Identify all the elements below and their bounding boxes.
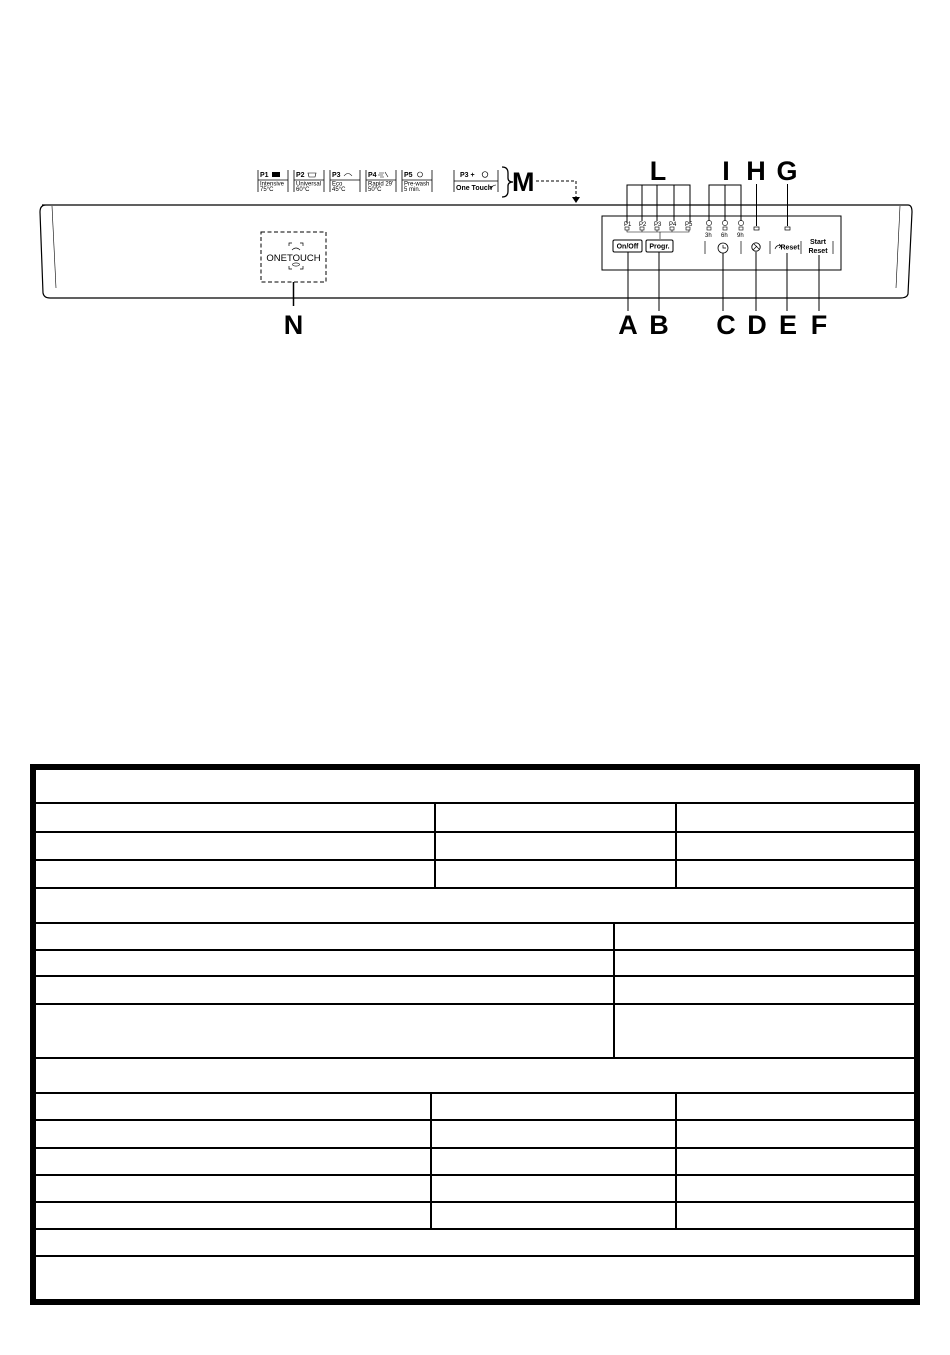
- progr-button[interactable]: [646, 240, 673, 252]
- led-p4-label: P4: [669, 222, 677, 228]
- legend-p3: [330, 170, 360, 193]
- svg-text:P3: P3: [332, 172, 341, 179]
- svg-text:Universal: Universal: [296, 181, 322, 188]
- svg-text:45°C: 45°C: [332, 187, 346, 193]
- table-row: [36, 1003, 914, 1057]
- table-row: [36, 1228, 914, 1255]
- svg-text:Reset: Reset: [780, 244, 800, 252]
- reset-button[interactable]: [775, 244, 800, 252]
- callout-h: H: [746, 156, 766, 186]
- svg-text:5 min.: 5 min.: [404, 187, 421, 193]
- onetouch-label: ONETOUCH: [266, 253, 321, 264]
- table-row: [36, 802, 914, 831]
- svg-text:P1: P1: [260, 172, 269, 179]
- table-row: [36, 949, 914, 975]
- svg-text:75°C: 75°C: [260, 187, 274, 193]
- callout-g: G: [776, 156, 798, 186]
- delay-leds: [705, 185, 744, 239]
- legend-p4: [366, 170, 396, 193]
- onetouch-area: [261, 232, 326, 306]
- program-legend: [258, 170, 498, 193]
- led-p5-label: P5: [685, 222, 693, 228]
- svg-text:Pre-wash: Pre-wash: [404, 181, 430, 188]
- table-row: [36, 1092, 914, 1119]
- svg-text:P2: P2: [296, 172, 305, 179]
- start-reset-button[interactable]: [808, 239, 828, 255]
- table-row: [36, 975, 914, 1003]
- callout-b: B: [649, 310, 669, 340]
- callout-n: N: [283, 310, 304, 340]
- callout-f: F: [810, 310, 828, 340]
- table-section-header: [36, 1057, 914, 1092]
- panel-body: [40, 205, 912, 298]
- table-row: [36, 1147, 914, 1174]
- svg-text:Progr.: Progr.: [649, 243, 670, 251]
- legend-p1: [258, 170, 288, 193]
- callout-l: L: [649, 156, 667, 186]
- table-row: [36, 1119, 914, 1147]
- control-panel-diagram: [0, 0, 950, 360]
- callout-i: I: [722, 156, 730, 186]
- table-row: [36, 1255, 914, 1299]
- svg-text:One Touch: One Touch: [456, 185, 493, 192]
- callout-d: D: [747, 310, 767, 340]
- svg-text:P3 +: P3 +: [460, 172, 475, 179]
- delay-button[interactable]: [718, 243, 728, 253]
- svg-text:60°C: 60°C: [296, 187, 310, 193]
- delay-3h: 3h: [705, 233, 712, 239]
- svg-text:Rapid 29': Rapid 29': [368, 181, 394, 188]
- legend-p5: [402, 170, 432, 193]
- led-p3-label: P3: [654, 222, 662, 228]
- led-p1-label: P1: [624, 222, 632, 228]
- onetouch-button[interactable]: [752, 243, 760, 251]
- led-p2-label: P2: [639, 222, 647, 228]
- table-row: [36, 859, 914, 887]
- svg-text:Eco: Eco: [332, 181, 343, 188]
- callout-c: C: [716, 310, 736, 340]
- svg-text:Reset: Reset: [808, 248, 828, 255]
- delay-6h: 6h: [721, 233, 728, 239]
- svg-text:Start: Start: [810, 239, 826, 246]
- table-row: [36, 1201, 914, 1228]
- table-section-header: [36, 887, 914, 922]
- callout-e: E: [778, 310, 798, 340]
- onetouch-led: [754, 227, 759, 230]
- svg-text:Intensive: Intensive: [260, 181, 285, 188]
- table-row: [36, 831, 914, 859]
- svg-text:P5: P5: [404, 172, 413, 179]
- callout-a: A: [618, 310, 638, 340]
- program-leds: [624, 185, 693, 239]
- legend-onetouch: [454, 170, 498, 192]
- callout-m: M: [512, 167, 535, 197]
- on-off-button[interactable]: [613, 240, 642, 252]
- svg-text:On/Off: On/Off: [616, 243, 639, 251]
- status-led: [785, 227, 790, 230]
- svg-text:50°C: 50°C: [368, 187, 382, 193]
- table-row: [36, 922, 914, 949]
- delay-9h: 9h: [737, 233, 744, 239]
- spec-table: [30, 764, 920, 1305]
- legend-p2: [294, 170, 324, 193]
- svg-text:P4: P4: [368, 172, 377, 179]
- table-row: [36, 1174, 914, 1201]
